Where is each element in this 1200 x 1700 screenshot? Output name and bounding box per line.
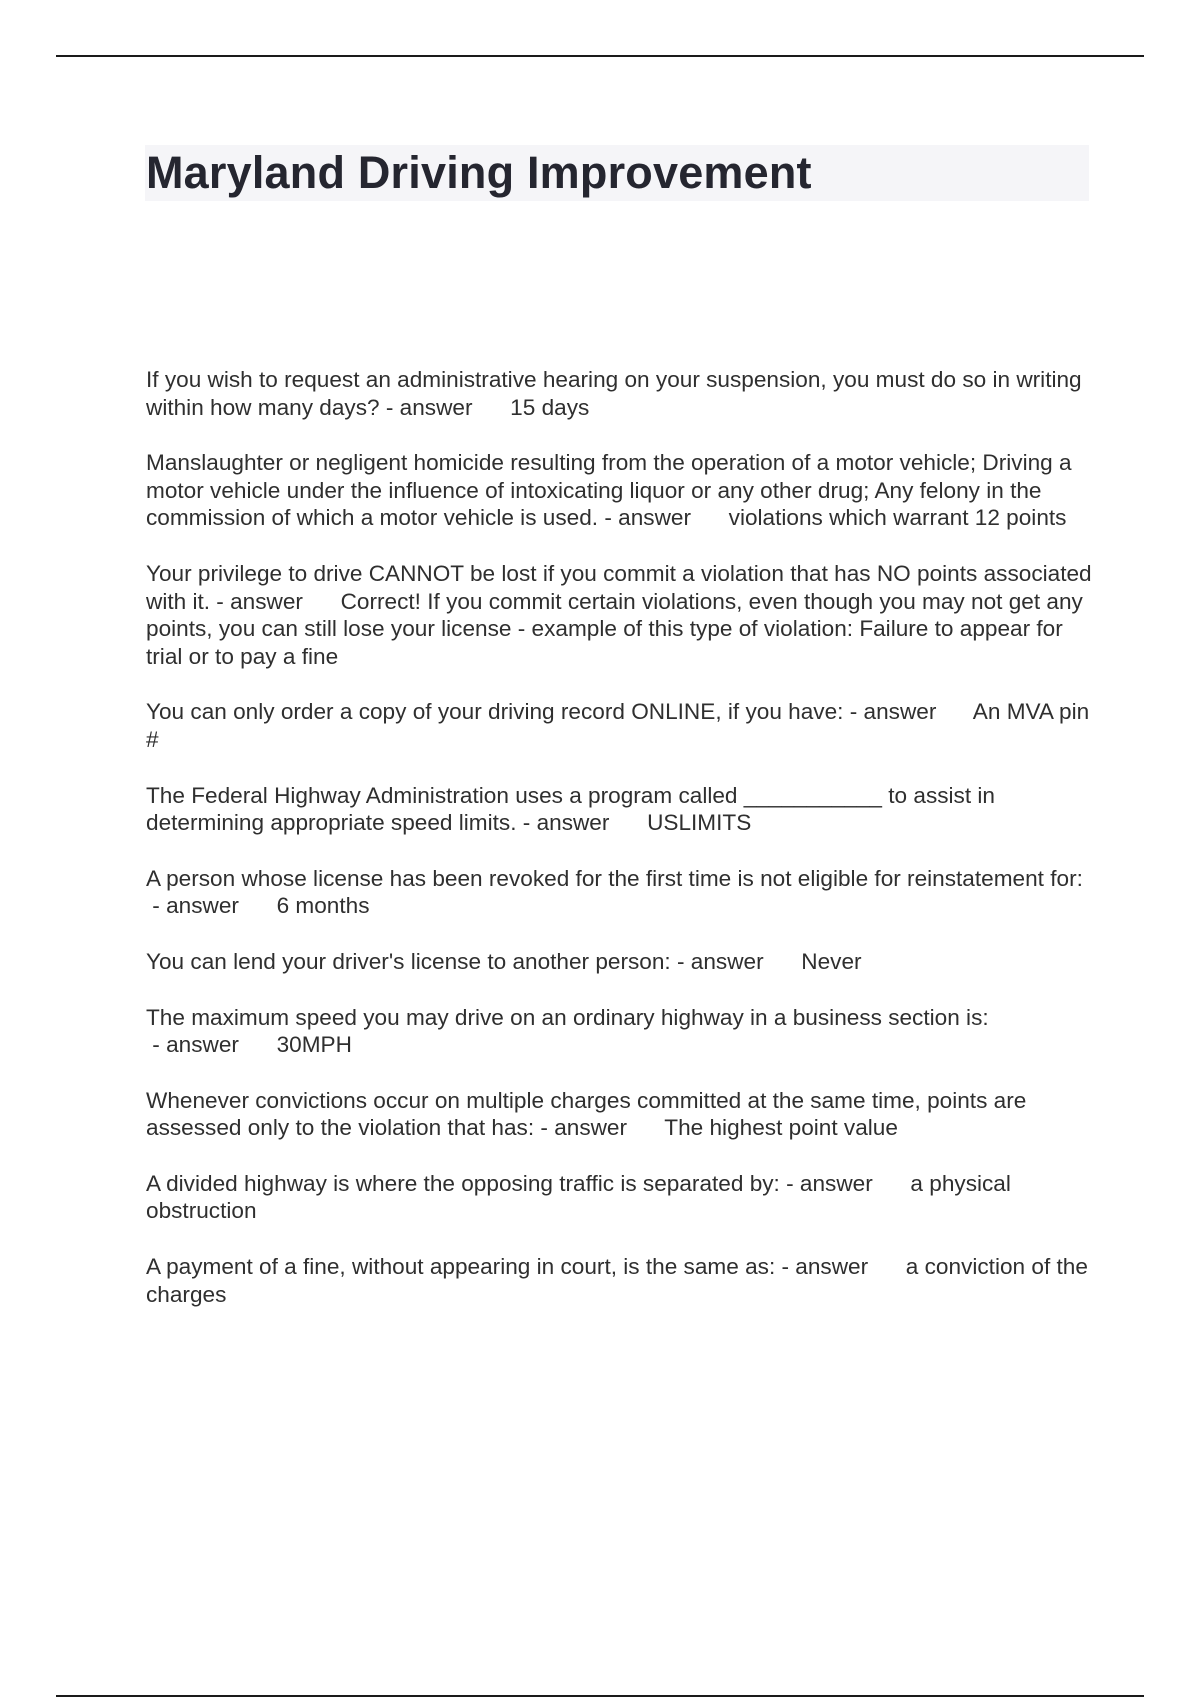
qa-item-2 (146, 449, 1096, 532)
top-rule (56, 55, 1144, 57)
answer-separator: - answer (670, 948, 802, 974)
qa-item-11 (146, 1253, 1096, 1308)
answer-separator: - answer (775, 1254, 906, 1280)
answer-separator: - answer (516, 810, 648, 836)
question-text: Your privilege to drive CANNOT be lost if you commit a violation that has NO points associated with it. (146, 560, 1092, 614)
qa-list (146, 366, 1096, 1336)
qa-item-1 (146, 366, 1096, 421)
question-text: Manslaughter or negligent homicide resulting from the operation of a motor vehicle; Driving a motor vehicle under the influence of intoxicating liquor or any other drug; Any felony in the commission of which a motor vehicle is used. (146, 450, 1072, 531)
answer-separator: - answer (146, 893, 277, 919)
bottom-rule (56, 1695, 1144, 1697)
page-title: Maryland Driving Improvement (146, 147, 812, 198)
answer-separator: - answer (210, 588, 341, 614)
question-text: You can only order a copy of your driving record ONLINE, if you have: (146, 699, 844, 725)
question-text: You can lend your driver's license to another person: (146, 948, 671, 974)
answer-text: An MVA pin # (146, 699, 1090, 752)
qa-item-10 (146, 1170, 1096, 1225)
answer-text: a physical obstruction (146, 1170, 1011, 1224)
question-text: A payment of a fine, without appearing in court, is the same as: (146, 1254, 776, 1280)
answer-separator: - answer (146, 1032, 277, 1058)
answer-separator: - answer (843, 699, 973, 725)
answer-text: 30MPH (276, 1032, 352, 1058)
answer-separator: - answer (779, 1170, 911, 1196)
question-text: A divided highway is where the opposing traffic is separated by: (146, 1170, 780, 1196)
qa-item-4 (146, 698, 1096, 753)
question-text: The maximum speed you may drive on an ordinary highway in a business section is: (146, 1004, 989, 1030)
answer-text: violations which warrant 12 points (728, 505, 1067, 531)
qa-item-3 (146, 560, 1096, 670)
answer-separator: - answer (534, 1115, 665, 1141)
qa-item-6 (146, 865, 1096, 920)
answer-text: 6 months (276, 893, 370, 919)
answer-separator: - answer (598, 505, 729, 531)
answer-text: USLIMITS (647, 810, 752, 836)
qa-item-8 (146, 1004, 1096, 1059)
qa-item-7 (146, 948, 1096, 976)
question-text: If you wish to request an administrative hearing on your suspension, you must do so in writing within how many days? (146, 367, 1082, 420)
qa-item-5 (146, 782, 1096, 837)
answer-text: Correct! If you commit certain violations, even though you may not get any points, you can still lose your license - example of this type of violation: Failure to appear for trial or to pay a fine (146, 588, 1083, 669)
answer-text: The highest point value (664, 1115, 898, 1141)
question-text: Whenever convictions occur on multiple charges committed at the same time, points are assessed only to the violation that has: (146, 1087, 1027, 1141)
answer-text: Never (801, 948, 862, 974)
qa-item-9 (146, 1087, 1096, 1142)
answer-text: a conviction of the charges (146, 1254, 1088, 1307)
question-text: The Federal Highway Administration uses a program called ___________ to assist in determining appropriate speed limits. (146, 782, 995, 836)
answer-text: 15 days (510, 394, 590, 420)
answer-separator: - answer (379, 394, 511, 420)
question-text: A person whose license has been revoked for the first time is not eligible for reinstatement for: (146, 865, 1083, 891)
